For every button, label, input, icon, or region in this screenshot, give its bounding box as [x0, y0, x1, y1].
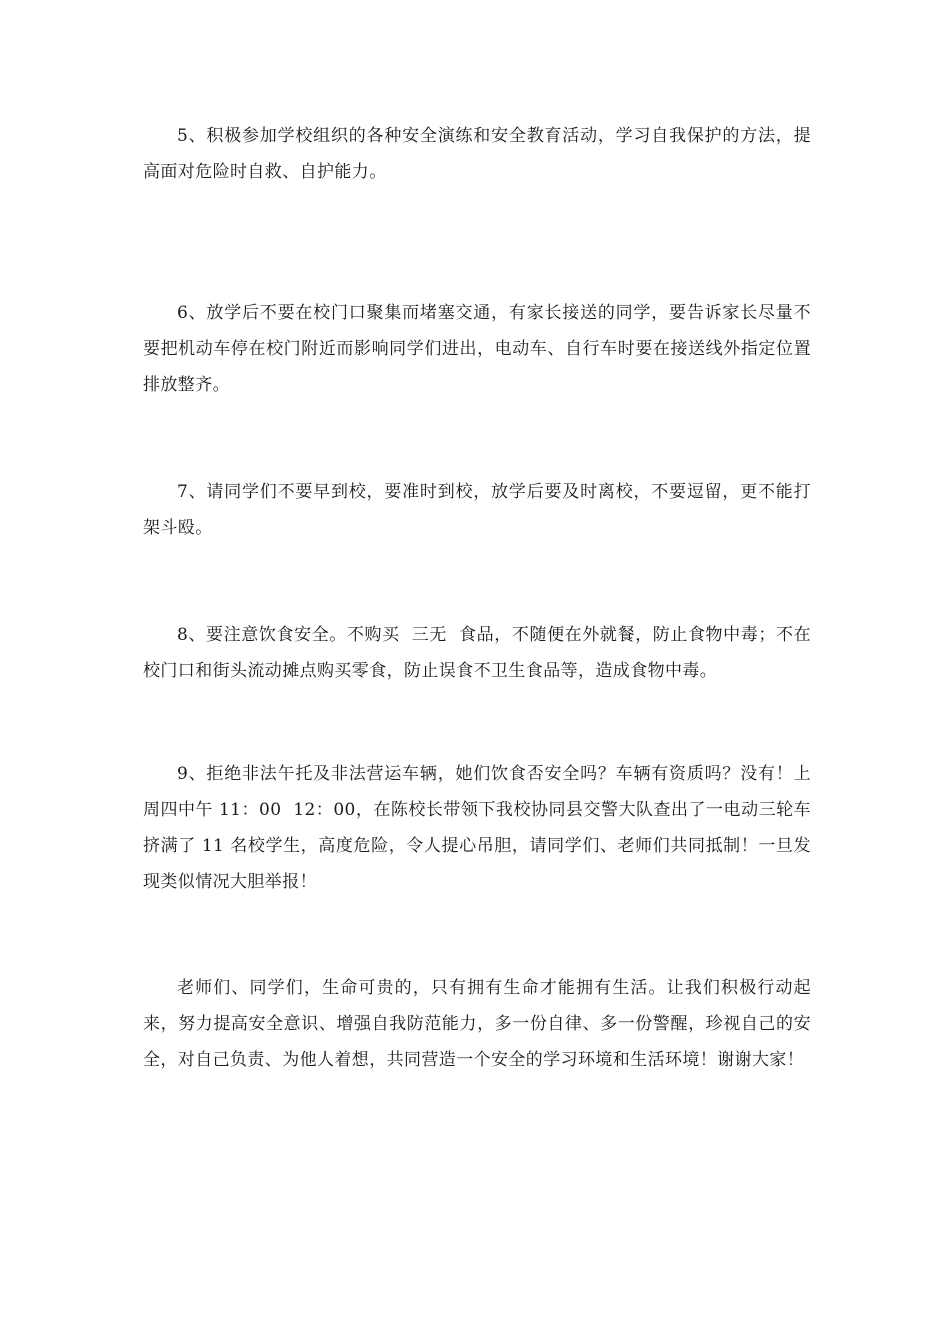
- paragraph-item-8: 8、要注意饮食安全。不购买 三无 食品，不随便在外就餐，防止食物中毒；不在校门口和街头流动摊点购买零食，防止误食不卫生食品等，造成食物中毒。: [143, 625, 811, 681]
- paragraph-item-9: 9、拒绝非法午托及非法营运车辆，她们饮食否安全吗？车辆有资质吗？没有！上周四中午 11：00 12：00，在陈校长带领下我校协同县交警大队查出了一电动三轮车挤满了 11 名校学生，高度危险，令人提心吊胆，请同学们、老师们共同抵制！一旦发现类似情况大胆举报！: [143, 764, 811, 892]
- paragraph-item-7: 7、请同学们不要早到校，要准时到校，放学后要及时离校，不要逗留，更不能打架斗殴。: [143, 482, 811, 538]
- paragraph-item-6: 6、放学后不要在校门口聚集而堵塞交通，有家长接送的同学，要告诉家长尽量不要把机动车停在校门附近而影响同学们进出，电动车、自行车时要在接送线外指定位置排放整齐。: [143, 303, 811, 395]
- paragraph-item-5: 5、积极参加学校组织的各种安全演练和安全教育活动，学习自我保护的方法，提高面对危险时自救、自护能力。: [143, 126, 811, 182]
- closing-paragraph: 老师们、同学们，生命可贵的，只有拥有生命才能拥有生活。让我们积极行动起来，努力提高安全意识、增强自我防范能力，多一份自律、多一份警醒，珍视自己的安全，对自己负责、为他人着想，共同营造一个安全的学习环境和生活环境！谢谢大家！: [143, 978, 811, 1070]
